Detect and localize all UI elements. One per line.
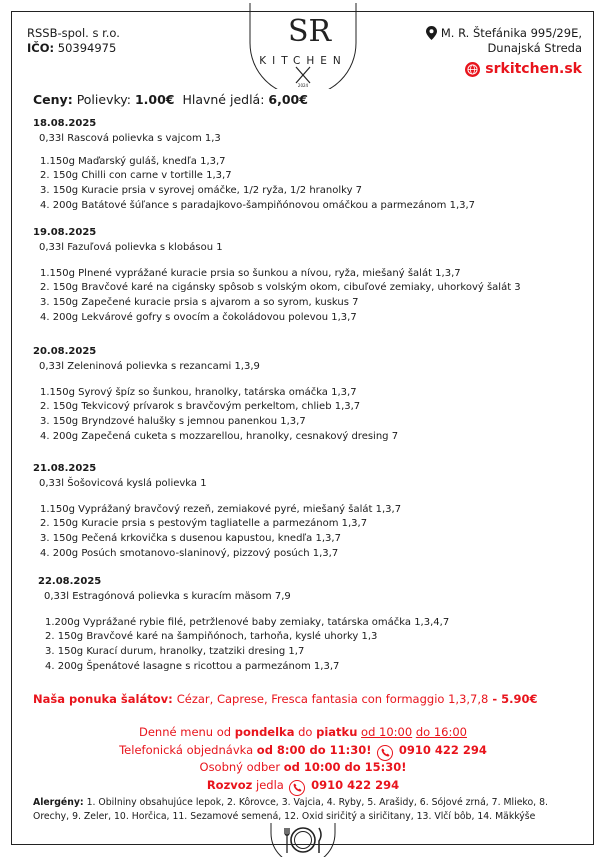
phone-order-label: Telefonická objednávka [119, 743, 254, 757]
delivery-phone-number[interactable]: 0910 422 294 [311, 778, 400, 792]
globe-icon [465, 62, 480, 77]
salad-price: - 5.90€ [492, 692, 538, 706]
pickup-label: Osobný odber [199, 760, 281, 774]
day-date: 21.08.2025 [33, 463, 97, 474]
logo-word: KITCHEN [259, 55, 347, 67]
hours-text-to: do [298, 725, 313, 739]
hours-time-from: od 10:00 [361, 725, 413, 739]
allergens-list [33, 796, 578, 824]
main-dish: 2. 150g Bravčové karé na šampiňónoch, tarhoňa, kyslé uhorky 1,3 [45, 631, 378, 643]
company-info [27, 26, 120, 56]
day-soup: 0,33l Šošovicová kyslá polievka 1 [39, 477, 207, 489]
sr-kitchen-logo [238, 3, 368, 89]
main-price-label: Hlavné jedlá: [182, 92, 265, 107]
main-dish: 1.150g Maďarský guláš, knedľa 1,3,7 [40, 155, 226, 167]
soup-price-label: Polievky: [76, 92, 131, 107]
hours-text: Denné menu od [139, 725, 232, 739]
day-soup: 0,33l Estragónová polievka s kuracím mäsom 7,9 [44, 590, 291, 602]
opening-hours [0, 724, 606, 742]
main-dish: 2. 150g Bravčové karé na cigánsky spôsob s volským okom, cibuľové zemiaky, uhorkový šalát 3 [40, 282, 521, 294]
ico-label: IČO: [27, 41, 55, 55]
delivery-label: Rozvoz [206, 778, 253, 792]
day-date: 19.08.2025 [33, 227, 97, 238]
main-dish: 4. 200g Špenátové lasagne s ricottou a parmezánom 1,3,7 [45, 660, 340, 672]
phone-icon [289, 780, 305, 796]
price-info [33, 92, 308, 107]
main-dish: 4. 200g Batátové šúľance s paradajkovo-šampiňónovou omáčkou a parmezánom 1,3,7 [40, 199, 476, 211]
main-dish: 1.150g Plnené vyprážané kuracie prsia so šunkou a nívou, ryža, miešaný šalát 1,3,7 [40, 267, 461, 279]
salad-offer [33, 692, 538, 706]
ico-number: 50394975 [57, 41, 117, 55]
day-date: 20.08.2025 [33, 346, 97, 357]
delivery [0, 777, 606, 796]
main-dish: 1.200g Vyprážané rybie filé, petržlenové baby zemiaky, tatárska omáčka 1,3,4,7 [45, 616, 450, 628]
location-pin-icon [426, 26, 437, 40]
logo-year: 2024 [297, 83, 309, 88]
salad-items: Cézar, Caprese, Fresca fantasia con formaggio 1,3,7,8 [176, 692, 489, 706]
hours-day-to: piatku [316, 725, 358, 739]
day-soup: 0,33l Fazuľová polievka s klobásou 1 [39, 241, 223, 253]
main-dish: 3. 150g Zapečené kuracie prsia s ajvarom a so syrom, kuskus 7 [40, 297, 359, 309]
day-date: 18.08.2025 [33, 118, 97, 129]
phone-order-number[interactable]: 0910 422 294 [398, 743, 487, 757]
main-dish: 4. 200g Zapečená cuketa s mozzarellou, hranolky, cesnakový dresing 7 [40, 430, 399, 442]
day-menu-4 [33, 462, 401, 562]
website-link[interactable]: srkitchen.sk [485, 61, 582, 77]
day-soup: 0,33l Zeleninová polievka s rezancami 1,3,9 [39, 360, 260, 372]
phone-order-hours: od 8:00 do 11:30! [256, 743, 372, 757]
main-dish: 2. 150g Chilli con carne v tortille 1,3,7 [40, 170, 232, 182]
day-menu-3 [33, 345, 398, 445]
day-menu-5 [38, 575, 449, 675]
hours-day-from: pondelka [234, 725, 295, 739]
logo-letter-s: SR [288, 14, 332, 49]
main-dish: 3. 150g Kurací durum, hranolky, tzatziki dresing 1,7 [45, 646, 305, 658]
soup-price: 1.00€ [134, 92, 175, 107]
delivery-label-2: jedla [256, 778, 284, 792]
address-line-1: M. R. Štefánika 995/29E, [440, 26, 582, 40]
allergens-text: 1. Obilniny obsahujúce lepok, 2. Kôrovce, 3. Vajcia, 4. Ryby, 5. Arašidy, 6. Sójové zrná, 7. Mlieko, 8. Orechy, 9. Zeler, 10. Horčica, 11. Sezamové semená, 12. Oxid siričitý a siričitany, 13. Vlčí bôb, 14. Mäkkýše [33, 797, 548, 822]
main-price: 6,00€ [268, 92, 308, 107]
company-name: RSSB-spol. s r.o. [27, 26, 120, 40]
day-menu-2 [33, 226, 521, 326]
day-menu-1 [33, 117, 475, 214]
main-dish: 3. 150g Kuracie prsia v syrovej omáčke, 1/2 ryža, 1/2 hranolky 7 [40, 185, 363, 197]
plate-cutlery-icon [268, 823, 338, 857]
allergens-label: Alergény: [33, 797, 84, 808]
main-dish: 4. 200g Lekvárové gofry s ovocím a čokoládovou polevou 1,3,7 [40, 311, 357, 323]
address-block [426, 26, 582, 77]
fork-knife-icon [296, 67, 310, 83]
main-dish: 3. 150g Pečená krkovička s dusenou kapustou, knedľa 1,3,7 [40, 533, 341, 545]
pickup-hours: od 10:00 do 15:30! [283, 760, 407, 774]
main-dish: 4. 200g Posúch smotanovo-slaninový, pizzový posúch 1,3,7 [40, 547, 339, 559]
main-dish: 2. 150g Kuracie prsia s pestovým tagliatelle a parmezánom 1,3,7 [40, 518, 368, 530]
hours-time-to: do 16:00 [415, 725, 467, 739]
day-soup: 0,33l Rascová polievka s vajcom 1,3 [39, 132, 221, 144]
day-date: 22.08.2025 [38, 576, 102, 587]
main-dish: 1.150g Vyprážaný bravčový rezeň, zemiakové pyré, miešaný šalát 1,3,7 [40, 503, 402, 515]
main-dish: 2. 150g Tekvicový prívarok s bravčovým perkeltom, chlieb 1,3,7 [40, 401, 361, 413]
main-dish: 3. 150g Bryndzové halušky s jemnou panenkou 1,3,7 [40, 416, 306, 428]
address-line-2: Dunajská Streda [487, 41, 582, 55]
phone-order [0, 742, 606, 761]
prices-label: Ceny: [33, 92, 73, 107]
main-dish: 1.150g Syrový špíz so šunkou, hranolky, tatárska omáčka 1,3,7 [40, 386, 357, 398]
personal-pickup [0, 759, 606, 777]
salad-label: Naša ponuka šalátov: [33, 692, 173, 706]
